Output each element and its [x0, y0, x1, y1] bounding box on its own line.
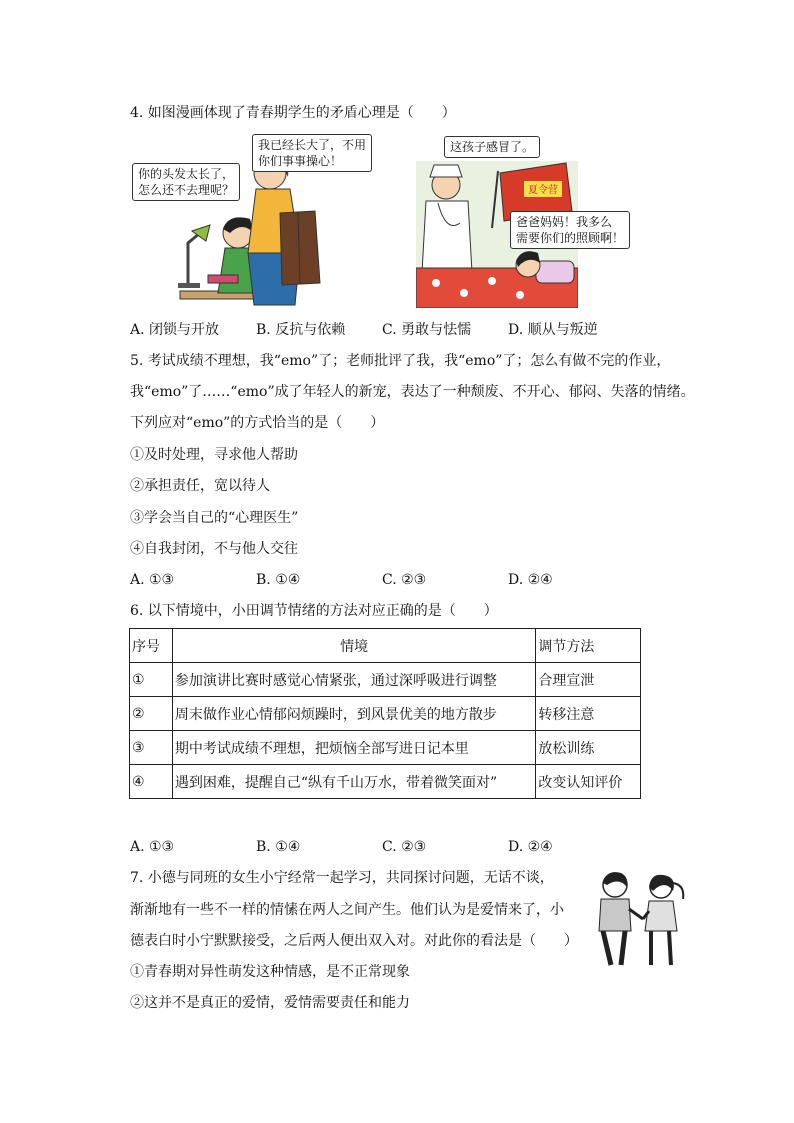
cartoon-mother-son	[130, 133, 400, 308]
bubble-mom-line-2: 你们事事操心！	[258, 154, 343, 168]
table-cell: 合理宣泄	[536, 663, 641, 697]
q5-stem-line-2: 我“emo”了……“emo”成了年轻人的新宠，表达了一种颓废、不开心、郁闷、失落的情绪。	[130, 384, 695, 400]
table-cell: ②	[130, 697, 173, 731]
table-cell: 周末做作业心情郁闷烦躁时，到风景优美的地方散步	[172, 697, 536, 731]
table-cell: 放松训练	[536, 731, 641, 765]
bubble-son-line-2: 怎么还不去理呢？	[138, 183, 235, 197]
bubble-mom-line-1: 我已经长大了，不用	[258, 138, 367, 152]
q7-stem-line-1: 7. 小德与同班的女生小宁经常一起学习，共同探讨问题，无话不谈，	[130, 870, 554, 886]
q6-option-b[interactable]: B. ①④	[256, 839, 301, 855]
q5-item-2: ②承担责任，宽以待人	[130, 478, 270, 494]
flag-label: 夏令营	[528, 185, 558, 196]
couple-illustration	[585, 865, 695, 975]
q7-stem-line-3: 德表白时小宁默默接受，之后两人便出双入对。对此你的看法是（ ）	[130, 933, 578, 949]
table-row	[130, 731, 641, 765]
table-cell: 转移注意	[536, 697, 641, 731]
q6-option-a[interactable]: A. ①③	[130, 839, 175, 855]
bubble-son-line-1: 你的头发太长了，	[138, 167, 235, 181]
q4-option-d[interactable]: D. 顺从与叛逆	[508, 322, 598, 338]
cartoon-doctor-child	[416, 133, 625, 308]
q5-option-b[interactable]: B. ①④	[256, 572, 301, 588]
table-cell: ④	[130, 765, 173, 799]
q7-stem-line-2: 渐渐地有一些不一样的情愫在两人之间产生。他们认为是爱情来了，小	[130, 902, 564, 918]
q7-item-2: ②这并不是真正的爱情，爱情需要责任和能力	[130, 995, 410, 1011]
table-header-index: 序号	[130, 629, 173, 663]
bubble-child-line-2: 需要你们的照顾啊！	[516, 231, 625, 245]
q6-option-d[interactable]: D. ②④	[508, 839, 553, 855]
q5-option-c[interactable]: C. ②③	[382, 572, 427, 588]
speech-bubble-child	[510, 211, 630, 249]
table-header-method: 调节方法	[536, 629, 641, 663]
q4-option-b[interactable]: B. 反抗与依赖	[256, 322, 346, 338]
couple-illustration-drawing	[585, 865, 695, 975]
bubble-child-line-1: 爸爸妈妈！我多么	[516, 215, 613, 229]
q5-option-d[interactable]: D. ②④	[508, 572, 553, 588]
table-cell: ③	[130, 731, 173, 765]
q5-option-a[interactable]: A. ①③	[130, 572, 175, 588]
table-cell: 遇到困难，提醒自己“纵有千山万水，带着微笑面对”	[172, 765, 536, 799]
speech-bubble-son	[132, 163, 240, 201]
table-cell: 期中考试成绩不理想，把烦恼全部写进日记本里	[172, 731, 536, 765]
q4-option-a[interactable]: A. 闭锁与开放	[130, 322, 220, 338]
table-row	[130, 765, 641, 799]
speech-bubble-doctor: 这孩子感冒了。	[444, 136, 540, 158]
table-cell: 参加演讲比赛时感觉心情紧张，通过深呼吸进行调整	[172, 663, 536, 697]
q7-item-1: ①青春期对异性萌发这种情感，是不正常现象	[130, 964, 410, 980]
speech-bubble-mom	[252, 134, 372, 172]
q6-stem: 6. 以下情境中，小田调节情绪的方法对应正确的是（ ）	[130, 603, 498, 619]
q5-item-4: ④自我封闭，不与他人交往	[130, 541, 298, 557]
table-header-row	[130, 629, 641, 663]
q5-stem-line-1: 5. 考试成绩不理想，我“emo”了；老师批评了我，我“emo”了；怎么有做不完的作业，	[130, 353, 671, 369]
table-row	[130, 697, 641, 731]
q5-stem-line-3: 下列应对“emo”的方式恰当的是（ ）	[130, 415, 385, 431]
q6-option-c[interactable]: C. ②③	[382, 839, 427, 855]
table-row	[130, 663, 641, 697]
table-cell: ①	[130, 663, 173, 697]
q4-stem: 4. 如图漫画体现了青春期学生的矛盾心理是（ ）	[130, 105, 456, 121]
q6-table	[129, 628, 641, 799]
table-header-situation: 情境	[172, 629, 536, 663]
table-cell: 改变认知评价	[536, 765, 641, 799]
q5-item-3: ③学会当自己的“心理医生”	[130, 510, 299, 526]
q5-item-1: ①及时处理，寻求他人帮助	[130, 447, 298, 463]
q4-option-c[interactable]: C. 勇敢与怯懦	[382, 322, 472, 338]
